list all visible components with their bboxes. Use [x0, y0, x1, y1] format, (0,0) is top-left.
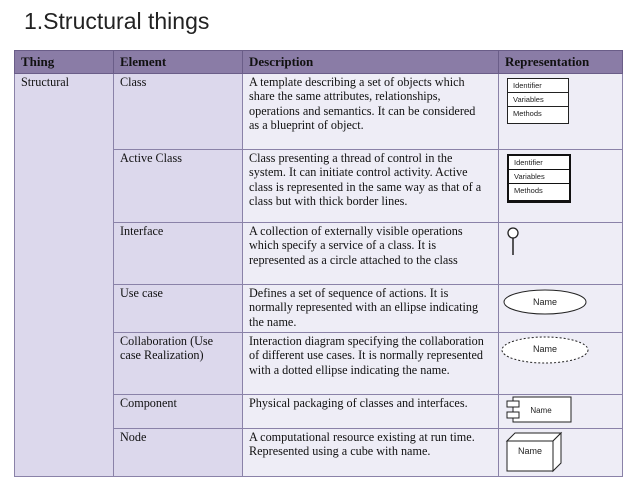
node-label: Name [517, 446, 543, 456]
description-text: A collection of externally visible operations which specify a service of a class. It is represented as a circle attached to the class [249, 224, 463, 267]
description-cell [243, 395, 499, 429]
element-cell: Node [114, 429, 243, 477]
representation-cell [499, 429, 623, 477]
interface-lollipop-diagram [499, 223, 623, 283]
representation-cell [499, 395, 623, 429]
active-class-box-diagram [507, 154, 571, 203]
element-cell: Active Class [114, 150, 243, 223]
description-text: Class presenting a thread of control in the system. It can initiate control activity. Active class is represented in the same way as that of a class but with thick border lines. [249, 151, 482, 209]
description-text: Defines a set of sequence of actions. It is normally represented with an ellipse indicating the name. [249, 286, 479, 329]
description-cell [243, 429, 499, 477]
component-diagram [499, 395, 623, 428]
header-description: Description [243, 51, 499, 74]
component-label: Name [530, 406, 552, 415]
element-cell: Interface [114, 223, 243, 285]
element-cell: Collaboration (Use case Realization) [114, 333, 243, 395]
collaboration-label: Name [532, 344, 558, 354]
node-cube-diagram [499, 429, 623, 475]
interface-circle [508, 228, 518, 238]
class-variables: Variables [508, 93, 568, 107]
class-box-diagram [507, 78, 569, 124]
class-identifier: Identifier [509, 156, 569, 170]
header-thing: Thing [15, 51, 114, 74]
header-element: Element [114, 51, 243, 74]
table-header-row [15, 51, 623, 74]
description-text: A computational resource existing at run time. Represented using a cube with name. [249, 430, 475, 459]
description-cell [243, 150, 499, 223]
use-case-ellipse-diagram [499, 285, 623, 331]
slide-title: 1.Structural things [24, 8, 210, 34]
component-tab-top [507, 401, 519, 407]
representation-cell [499, 74, 623, 150]
class-identifier: Identifier [508, 79, 568, 93]
element-cell: Class [114, 74, 243, 150]
representation-cell [499, 285, 623, 333]
element-cell: Use case [114, 285, 243, 333]
structural-things-table [14, 50, 623, 477]
element-cell: Component [114, 395, 243, 429]
representation-cell [499, 150, 623, 223]
component-tab-bottom [507, 412, 519, 418]
description-text: Physical packaging of classes and interfaces. [249, 396, 468, 410]
description-cell [243, 333, 499, 395]
description-cell [243, 223, 499, 285]
representation-cell [499, 223, 623, 285]
header-representation: Representation [499, 51, 623, 74]
class-methods: Methods [509, 184, 569, 201]
description-cell [243, 74, 499, 150]
class-methods: Methods [513, 109, 542, 118]
description-text: Interaction diagram specifying the collaboration of different use cases. It is normally represented with a dotted ellipse indicating the name. [249, 334, 484, 377]
class-variables: Variables [509, 170, 569, 184]
thing-cell: Structural [15, 74, 114, 477]
node-cube-top [507, 433, 561, 441]
representation-cell [499, 333, 623, 395]
use-case-label: Name [532, 297, 558, 307]
description-text: A template describing a set of objects which share the same attributes, relationships, operations and semantics. It can be considered as a blueprint of object. [249, 75, 476, 133]
collaboration-dotted-ellipse-diagram [499, 333, 623, 393]
table-row [15, 74, 623, 150]
description-cell [243, 285, 499, 333]
